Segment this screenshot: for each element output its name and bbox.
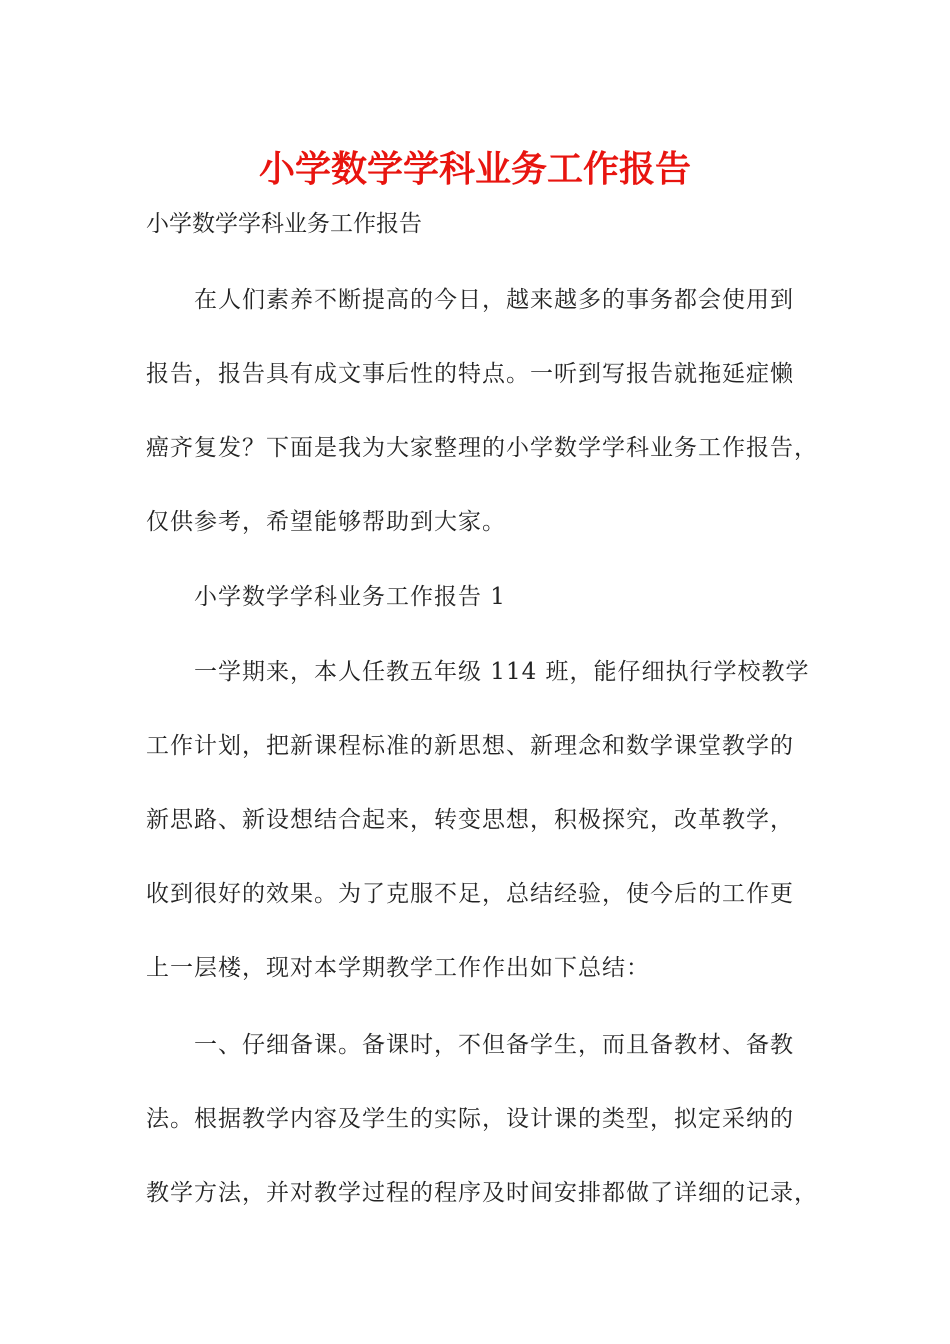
paragraph-line: 一学期来，本人任教五年级 114 班，能仔细执行学校教学 [194, 659, 810, 685]
paragraph-line: 工作计划，把新课程标准的新思想、新理念和数学课堂教学的 [146, 733, 794, 759]
paragraph-line: 在人们素养不断提高的今日，越来越多的事务都会使用到 [194, 287, 794, 313]
document-subtitle: 小学数学学科业务工作报告 [146, 211, 422, 237]
paragraph-line: 上一层楼，现对本学期教学工作作出如下总结： [146, 955, 650, 981]
paragraph-line: 法。根据教学内容及学生的实际，设计课的类型，拟定采纳的 [146, 1106, 794, 1132]
paragraph-line: 报告，报告具有成文事后性的特点。一听到写报告就拖延症懒 [146, 361, 794, 387]
paragraph-line: 教学方法，并对教学过程的程序及时间安排都做了详细的记录， [146, 1180, 818, 1206]
paragraph-line: 癌齐复发？下面是我为大家整理的小学数学学科业务工作报告， [146, 435, 818, 461]
paragraph-line: 一、仔细备课。备课时，不但备学生，而且备教材、备教 [194, 1032, 794, 1058]
section-heading: 小学数学学科业务工作报告 1 [194, 584, 506, 610]
paragraph-line: 收到很好的效果。为了克服不足，总结经验，使今后的工作更 [146, 881, 794, 907]
document-title: 小学数学学科业务工作报告 [258, 149, 691, 190]
paragraph-line: 仅供参考，希望能够帮助到大家。 [146, 509, 506, 535]
paragraph-line: 新思路、新设想结合起来，转变思想，积极探究，改革教学， [146, 807, 794, 833]
